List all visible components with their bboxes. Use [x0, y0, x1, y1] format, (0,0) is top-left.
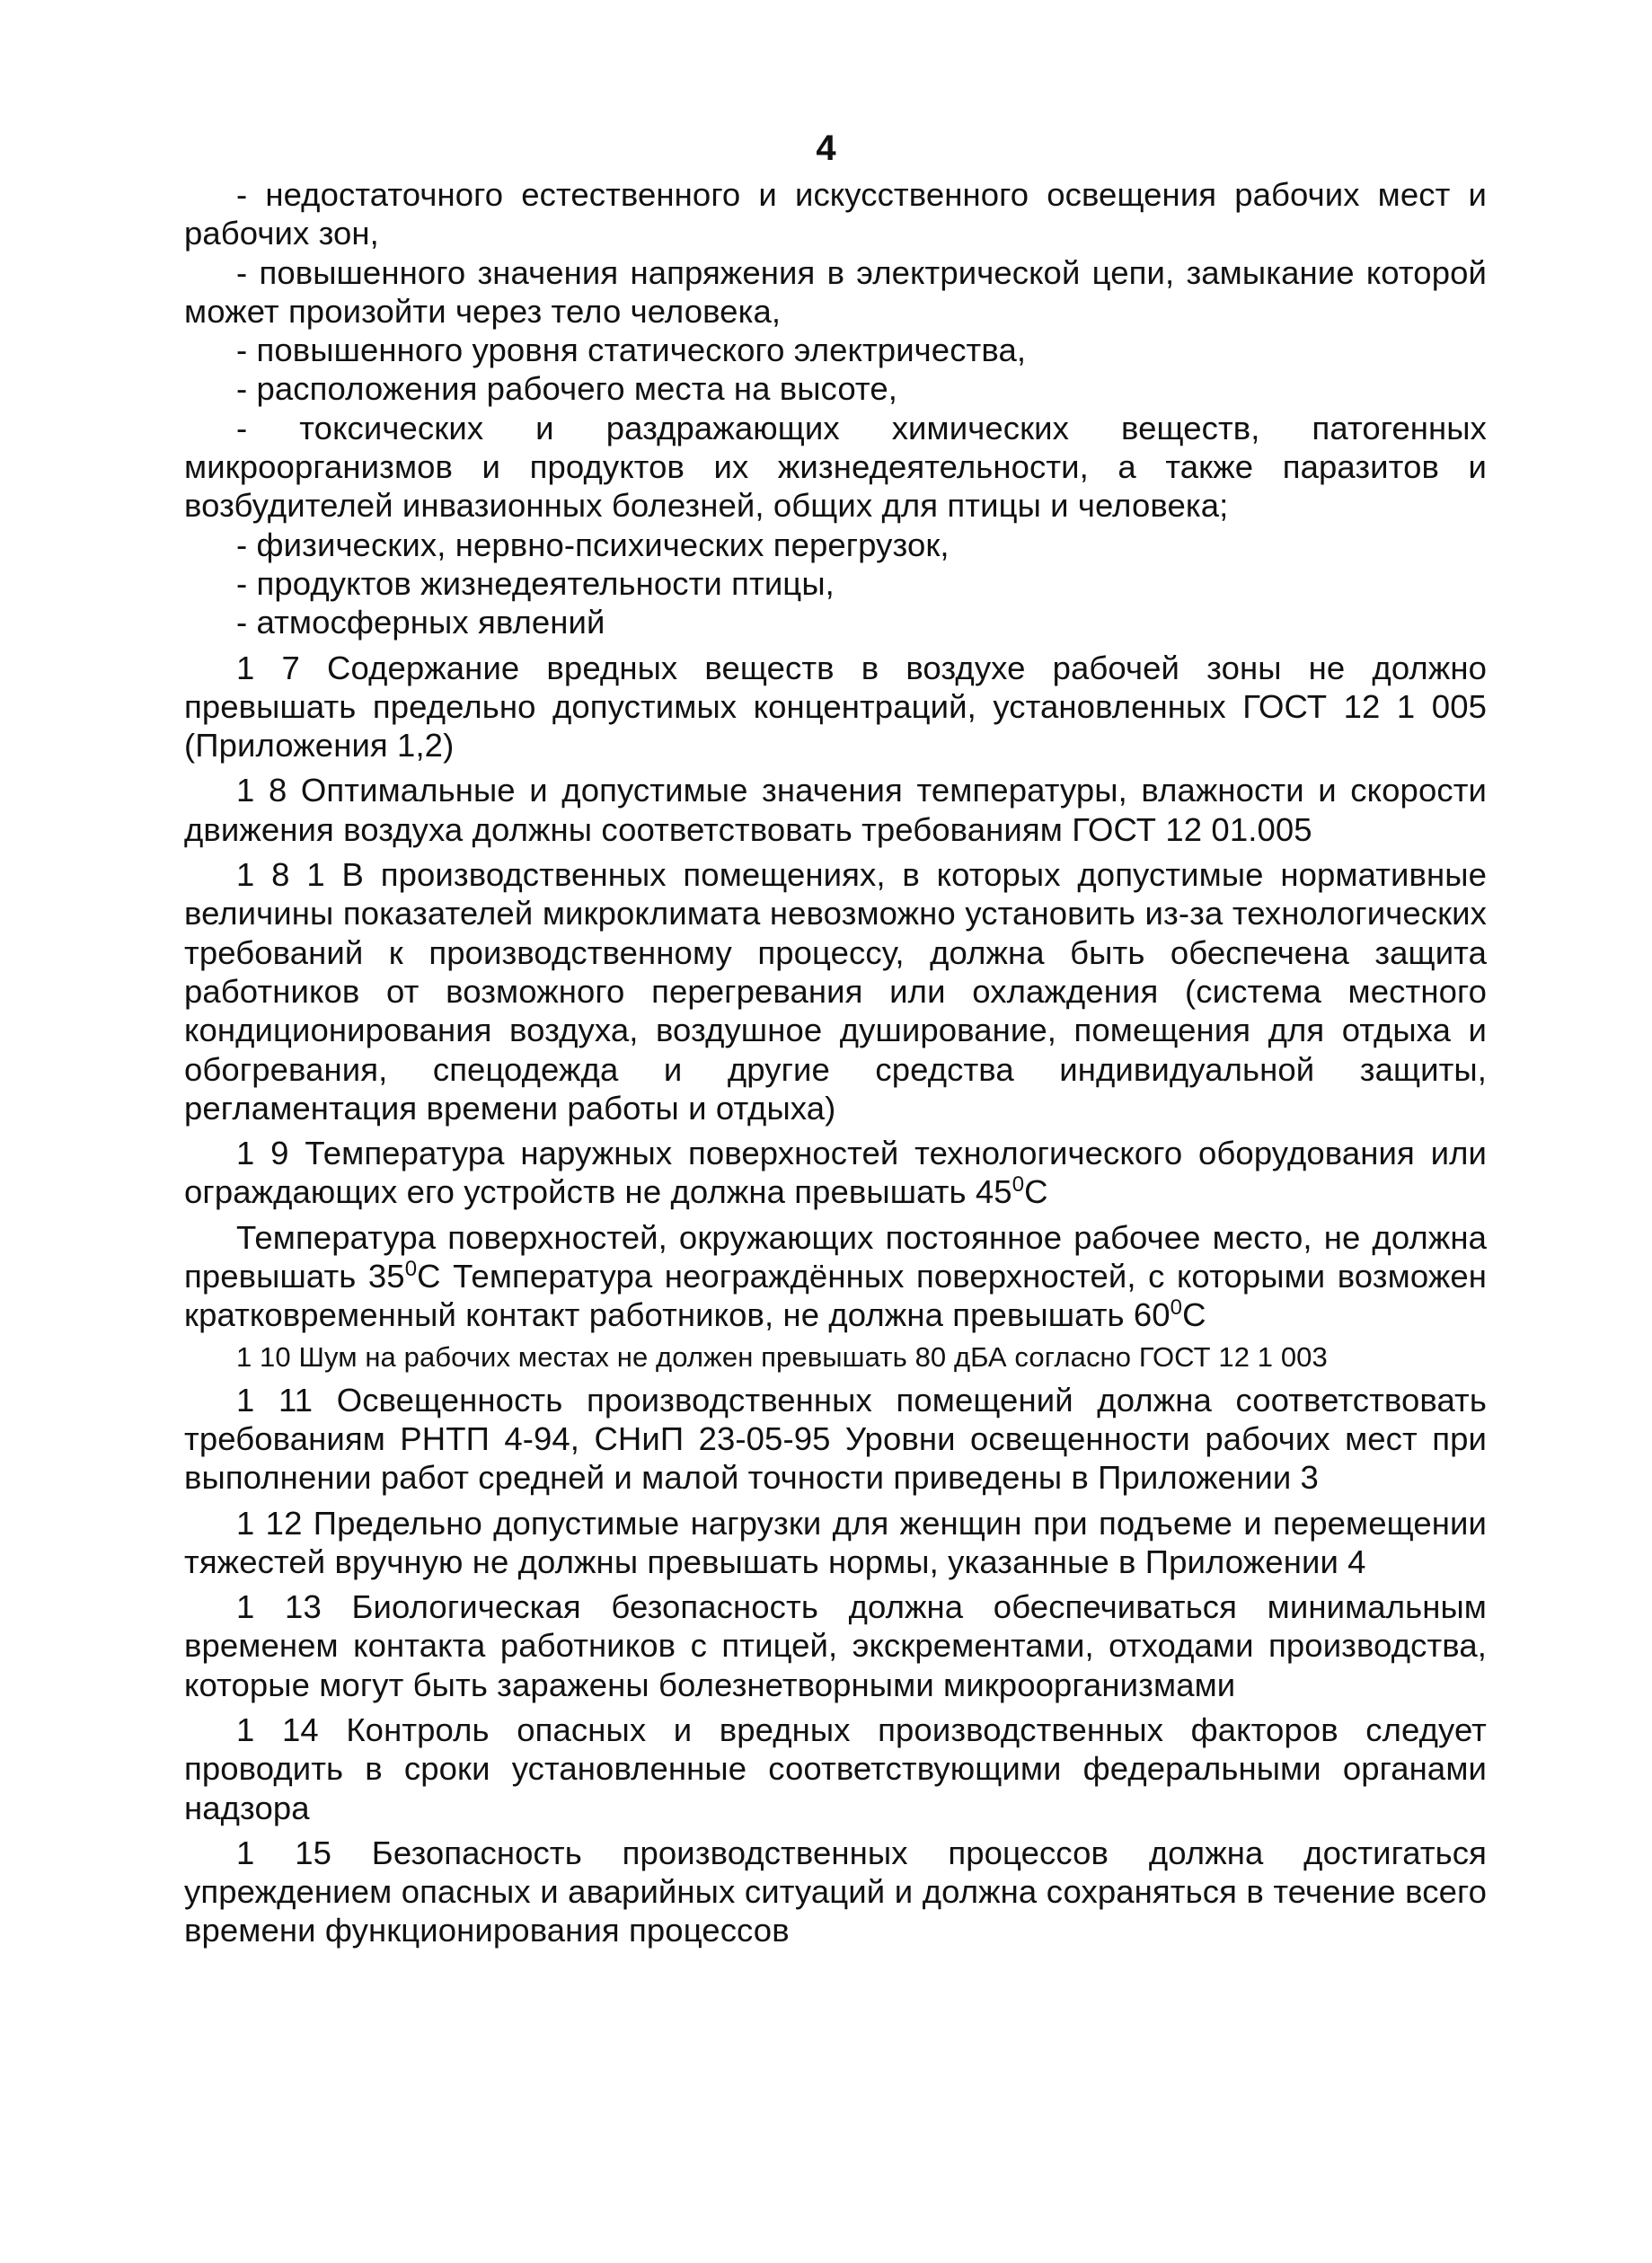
paragraph-1-12: 1 12 Предельно допустимые нагрузки для женщин при подъеме и перемещении тяжестей вручную не должны превышать нормы, указанные в Приложении 4 — [184, 1504, 1487, 1580]
body-text — [184, 175, 1487, 1950]
degree-sup: 0 — [1012, 1172, 1025, 1198]
degree-sup: 0 — [1170, 1295, 1183, 1321]
paragraph-1-8-1: 1 8 1 В производственных помещениях, в которых допустимые нормативные величины показателей микроклимата невозможно установить из-за технологических требований к производственному процессу, должна быть обеспечена защита работников от возможного перегревания или охлаждения (система местного кондиционирования воздуха, воздушное душирование, помещения для отдыха и обогревания, спецодежда и другие средства индивидуальной защиты, регламентация времени работы и отдыха) — [184, 856, 1487, 1127]
paragraph-hazard-static: - повышенного уровня статического электричества, — [236, 331, 1027, 369]
paragraph-hazard-bird-products: - продуктов жизнедеятельности птицы, — [236, 564, 835, 602]
paragraph-1-15: 1 15 Безопасность производственных процессов должна достигаться упреждением опасных и аварийных ситуаций и должна сохраняться в течение всего времени функционирования процессов — [184, 1834, 1487, 1949]
paragraph-1-13: 1 13 Биологическая безопасность должна обеспечиваться минимальным временем контакта работников с птицей, экскрементами, отходами производства, которые могут быть заражены болезнетворными микроорганизмами — [184, 1588, 1487, 1703]
paragraph-1-8: 1 8 Оптимальные и допустимые значения температуры, влажности и скорости движения воздуха должны соответствовать требованиям ГОСТ 12 01.005 — [184, 772, 1487, 848]
paragraph-1-10: 1 10 Шум на рабочих местах не должен превышать 80 дБА согласно ГОСТ 12 1 003 — [236, 1340, 1328, 1373]
paragraph-1-14: 1 14 Контроль опасных и вредных производственных факторов следует проводить в сроки установленные соответствующими федеральными органами надзора — [184, 1711, 1487, 1826]
surface-temp-text-1: Температура поверхностей, окружающих постоянное рабочее место, не должна превышать 35 — [184, 1218, 1487, 1295]
paragraph-hazard-chemical: - токсических и раздражающих химических веществ, патогенных микроорганизмов и продуктов их жизнедеятельности, а также паразитов и возбудителей инвазионных болезней, общих для птицы и человека; — [184, 409, 1487, 525]
paragraph-hazard-atmospheric: - атмосферных явлений — [236, 604, 605, 641]
paragraph-hazard-lighting: - недостаточного естественного и искусственного освещения рабочих мест и рабочих зон, — [184, 176, 1487, 252]
page-number: 4 — [816, 128, 836, 168]
paragraph-hazard-voltage: - повышенного значения напряжения в электрической цепи, замыкание которой может произойти через тело человека, — [184, 253, 1487, 330]
degree-sup: 0 — [404, 1256, 418, 1281]
paragraph-1-9-text: 1 9 Температура наружных поверхностей технологического оборудования или ограждающих его устройств не должна превышать 45 — [184, 1135, 1487, 1211]
paragraph-1-9-unit: С — [1024, 1173, 1048, 1211]
surface-temp-text-2: С Температура неограждённых поверхностей, с которыми возможен кратковременный контакт работников, не должна превышать 60 — [184, 1258, 1487, 1334]
paragraph-1-9 — [184, 1134, 1487, 1212]
paragraph-hazard-height: - расположения рабочего места на высоте, — [236, 370, 897, 408]
surface-temp-text-3: С — [1182, 1296, 1206, 1334]
paragraph-hazard-overload: - физических, нервно-психических перегрузок, — [236, 526, 950, 563]
paragraph-1-7: 1 7 Содержание вредных веществ в воздухе рабочей зоны не должно превышать предельно допустимых концентраций, установленных ГОСТ 12 1 005 (Приложения 1,2) — [184, 649, 1487, 765]
paragraph-surface-temperature — [184, 1218, 1487, 1335]
paragraph-1-11: 1 11 Освещенность производственных помещений должна соответствовать требованиям РНТП 4-94, СНиП 23-05-95 Уровни освещенности рабочих мест при выполнении работ средней и малой точности приведены в Приложении 3 — [184, 1381, 1487, 1497]
